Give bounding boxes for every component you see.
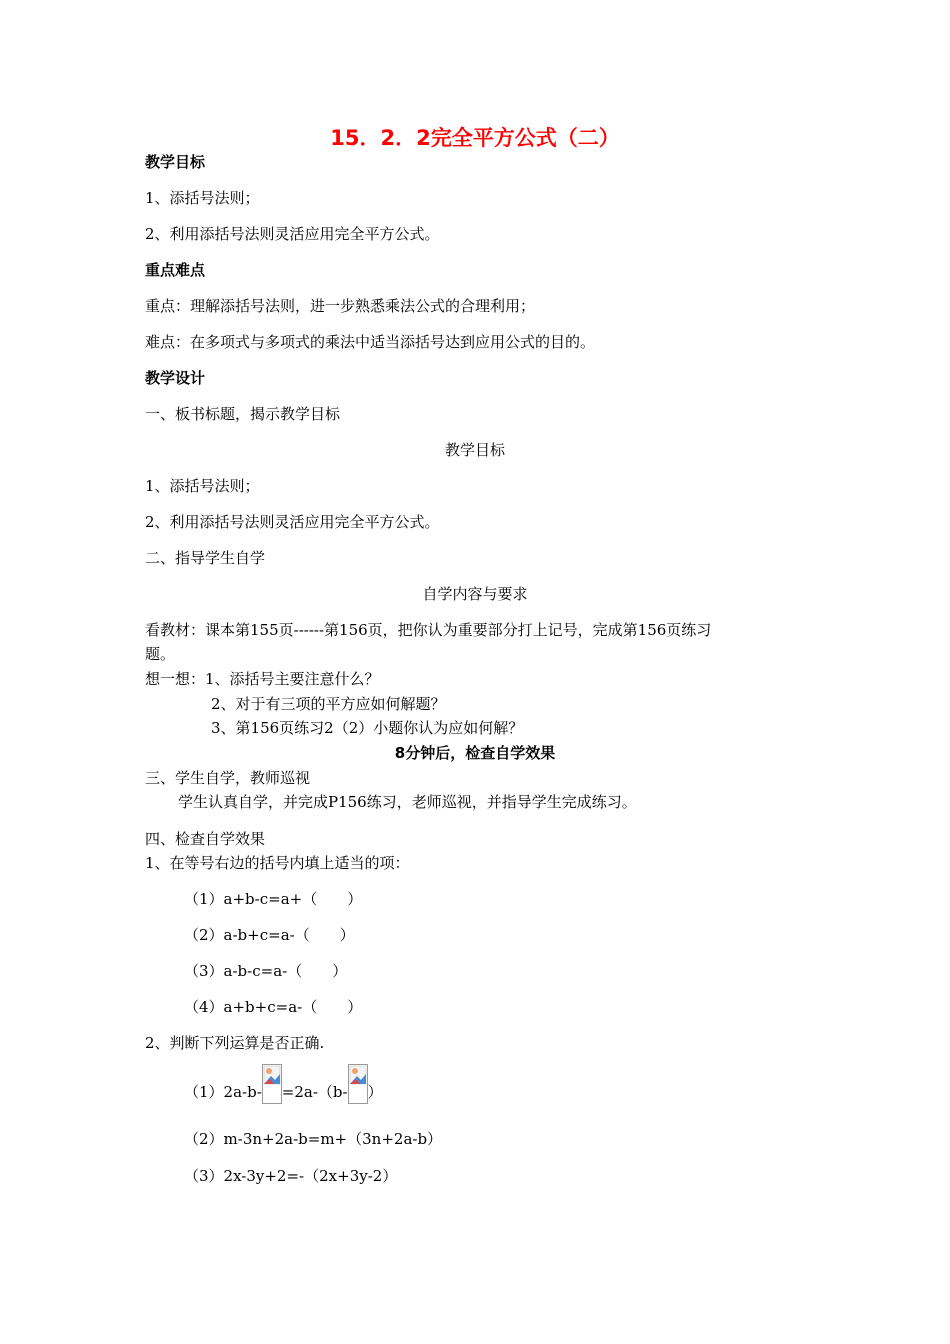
judge-item: （3）2x-3y+2=-（2x+3y-2） <box>184 1167 398 1185</box>
read-instruction: 看教材：课本第155页------第156页，把你认为重要部分打上记号，完成第156页练习 <box>145 621 712 639</box>
step-one: 一、板书标题，揭示教学目标 <box>145 405 341 423</box>
key-heading: 重点难点 <box>145 261 206 279</box>
judge-item-text: =2a-（b- <box>281 1083 348 1101</box>
step-two: 二、指导学生自学 <box>145 549 266 567</box>
step-three: 三、学生自学，教师巡视 <box>145 769 311 787</box>
check-after-note: 8分钟后，检查自学效果 <box>394 744 556 762</box>
judge-item-text: （1）2a-b- <box>184 1083 262 1101</box>
goals-heading: 教学目标 <box>145 153 206 171</box>
goal-item: 1、添括号法则； <box>145 189 260 207</box>
judge-item-text: ） <box>367 1083 383 1101</box>
fill-item: （2）a-b+c=a-（ ） <box>184 926 355 944</box>
think-item: 3、第156页练习2（2）小题你认为应如何解？ <box>211 719 524 737</box>
board-heading: 教学目标 <box>444 441 505 459</box>
judge-item: （2）m-3n+2a-b=m+（3n+2a-b） <box>184 1130 443 1148</box>
design-heading: 教学设计 <box>145 369 206 387</box>
document-title: 15．2．2完全平方公式（二） <box>330 126 620 150</box>
board-goal-item: 1、添括号法则； <box>145 477 260 495</box>
question-two: 2、判断下列运算是否正确. <box>145 1034 325 1052</box>
read-instruction-cont: 题。 <box>145 645 176 663</box>
goal-item: 2、利用添括号法则灵活应用完全平方公式。 <box>145 225 440 243</box>
fill-item: （3）a-b-c=a-（ ） <box>184 962 348 980</box>
broken-image-icon <box>348 1064 368 1104</box>
step-three-detail: 学生认真自学，并完成P156练习，老师巡视，并指导学生完成练习。 <box>178 793 637 811</box>
broken-image-icon <box>262 1064 282 1104</box>
fill-item: （4）a+b+c=a-（ ） <box>184 998 363 1016</box>
self-study-heading: 自学内容与要求 <box>422 585 528 603</box>
step-four: 四、检查自学效果 <box>145 830 266 848</box>
think-item: 2、对于有三项的平方应如何解题？ <box>211 695 446 713</box>
board-goal-item: 2、利用添括号法则灵活应用完全平方公式。 <box>145 513 440 531</box>
judge-item <box>184 1082 383 1104</box>
difficult-point: 难点：在多项式与多项式的乘法中适当添括号达到应用公式的目的。 <box>145 333 596 351</box>
question-one: 1、在等号右边的括号内填上适当的项： <box>145 854 410 872</box>
think-item: 想一想：1、添括号主要注意什么？ <box>145 670 380 688</box>
key-point: 重点：理解添括号法则，进一步熟悉乘法公式的合理利用； <box>145 297 536 315</box>
fill-item: （1）a+b-c=a+（ ） <box>184 890 363 908</box>
